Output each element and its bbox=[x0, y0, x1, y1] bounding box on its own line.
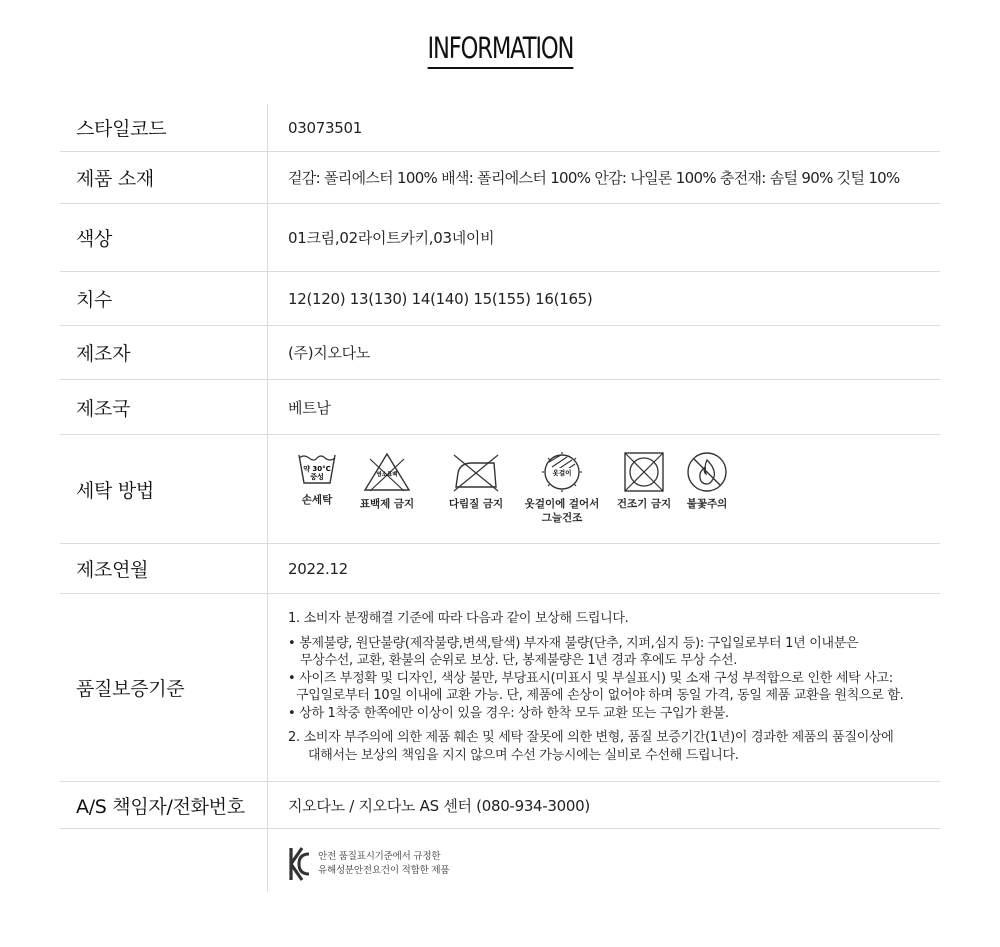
hang-dry-shade-icon bbox=[539, 451, 585, 493]
row-date bbox=[60, 544, 940, 594]
value-as: 지오다노 / 지오다노 AS 센터 (080-934-3000) bbox=[288, 796, 590, 815]
row-material bbox=[60, 152, 940, 204]
care-icons bbox=[288, 451, 734, 525]
quality-text bbox=[288, 610, 903, 764]
kc-certification bbox=[288, 845, 449, 883]
row-as bbox=[60, 782, 940, 829]
row-style-code bbox=[60, 104, 940, 152]
quality-line: 대해서는 보상의 책임을 지지 않으며 수선 가능시에는 실비로 수선해 드립니다. bbox=[308, 747, 739, 763]
kc-text-line-1: 안전 품질표시기준에서 규정한 bbox=[318, 851, 441, 862]
label-maker: 제조자 bbox=[76, 343, 131, 365]
care-label-no-tumble-dry: 건조기 금지 bbox=[616, 498, 672, 510]
label-style-code: 스타일코드 bbox=[76, 118, 167, 140]
row-size bbox=[60, 272, 940, 326]
label-material: 제품 소재 bbox=[76, 168, 154, 190]
row-quality bbox=[60, 594, 940, 782]
no-bleach-icon-text: 염소표백 bbox=[376, 472, 398, 478]
care-item-fire-caution bbox=[680, 451, 734, 525]
page-title: INFORMATION bbox=[0, 30, 1000, 69]
care-item-no-tumble-dry bbox=[610, 451, 678, 525]
kc-text bbox=[318, 850, 449, 878]
value-country: 베트남 bbox=[288, 398, 331, 417]
label-size: 치수 bbox=[76, 289, 113, 311]
care-label-fire-caution: 불꽃주의 bbox=[686, 498, 728, 510]
label-washing: 세탁 방법 bbox=[76, 479, 154, 502]
value-material: 겉감: 폴리에스터 100% 배색: 폴리에스터 100% 안감: 나일론 100% 충전재: 솜털 90% 깃털 10% bbox=[288, 169, 900, 187]
hand-wash-detergent-text: 중성 bbox=[310, 473, 324, 481]
care-item-hand-wash bbox=[288, 451, 346, 525]
quality-line: • 봉제불량, 원단불량(제작불량,변색,탈색) 부자재 불량(단추, 지퍼,심지 등): 구입일로부터 1년 이내분은 bbox=[288, 635, 859, 651]
quality-line: 무상수선, 교환, 환불의 순위로 보상. 단, 봉제불량은 1년 경과 후에도 무상 수선. bbox=[300, 653, 738, 668]
value-style-code: 03073501 bbox=[288, 118, 362, 137]
care-label-hand-wash: 손세탁 bbox=[301, 494, 333, 506]
hang-dry-icon-text: 옷걸이 bbox=[552, 469, 572, 477]
quality-line: • 사이즈 부정확 및 디자인, 색상 불만, 부당표시(미표시 및 부실표시) 및 소재 구성 부적합으로 인한 세탁 사고: bbox=[288, 670, 893, 686]
kc-mark-icon bbox=[288, 845, 312, 883]
no-tumble-dry-icon bbox=[622, 451, 666, 493]
row-washing bbox=[60, 435, 940, 544]
quality-line: 2. 소비자 부주의에 의한 제품 훼손 및 세탁 잘못에 의한 변형, 품질 보증기간(1년)이 경과한 제품의 품질이상에 bbox=[288, 730, 894, 745]
care-label-no-bleach: 표백제 금지 bbox=[359, 498, 415, 510]
quality-line: 구입일로부터 10일 이내에 교환 가능. 단, 제품에 손상이 없어야 하며 동일 가격, 동일 제품 교환을 원칙으로 함. bbox=[296, 688, 904, 703]
label-quality: 품질보증기준 bbox=[76, 678, 185, 700]
care-label-no-iron: 다림질 금지 bbox=[448, 498, 504, 510]
kc-text-line-2: 유해성분안전요건이 적합한 제품 bbox=[318, 865, 450, 876]
hand-wash-temp-text: 약 30°C bbox=[303, 465, 331, 473]
no-bleach-icon bbox=[362, 451, 412, 493]
care-item-hang-dry bbox=[516, 451, 608, 525]
label-country: 제조국 bbox=[76, 397, 131, 420]
row-country bbox=[60, 380, 940, 435]
care-label-hang-dry: 옷걸이에 걸어서 그늘건조 bbox=[524, 498, 600, 524]
value-maker: (주)지오다노 bbox=[288, 344, 371, 362]
fire-caution-icon bbox=[685, 451, 729, 493]
no-iron-icon bbox=[450, 451, 502, 493]
care-item-no-iron bbox=[440, 451, 512, 525]
info-table bbox=[60, 104, 940, 900]
label-date: 제조연월 bbox=[76, 559, 149, 581]
value-size: 12(120) 13(130) 14(140) 15(155) 16(165) bbox=[288, 289, 593, 308]
quality-line: • 상하 1착중 한쪽에만 이상이 있을 경우: 상하 한착 모두 교환 또는 구입가 환불. bbox=[288, 705, 729, 721]
label-as: A/S 책임자/전화번호 bbox=[76, 795, 245, 818]
hand-wash-icon bbox=[296, 451, 338, 489]
row-kc bbox=[60, 829, 940, 900]
value-date: 2022.12 bbox=[288, 559, 348, 578]
row-color bbox=[60, 204, 940, 272]
care-item-no-bleach bbox=[354, 451, 420, 525]
quality-line: 1. 소비자 분쟁해결 기준에 따라 다음과 같이 보상해 드립니다. bbox=[288, 611, 629, 626]
value-color: 01크림,02라이트카키,03네이비 bbox=[288, 229, 495, 247]
row-maker bbox=[60, 326, 940, 380]
label-color: 색상 bbox=[76, 228, 113, 250]
